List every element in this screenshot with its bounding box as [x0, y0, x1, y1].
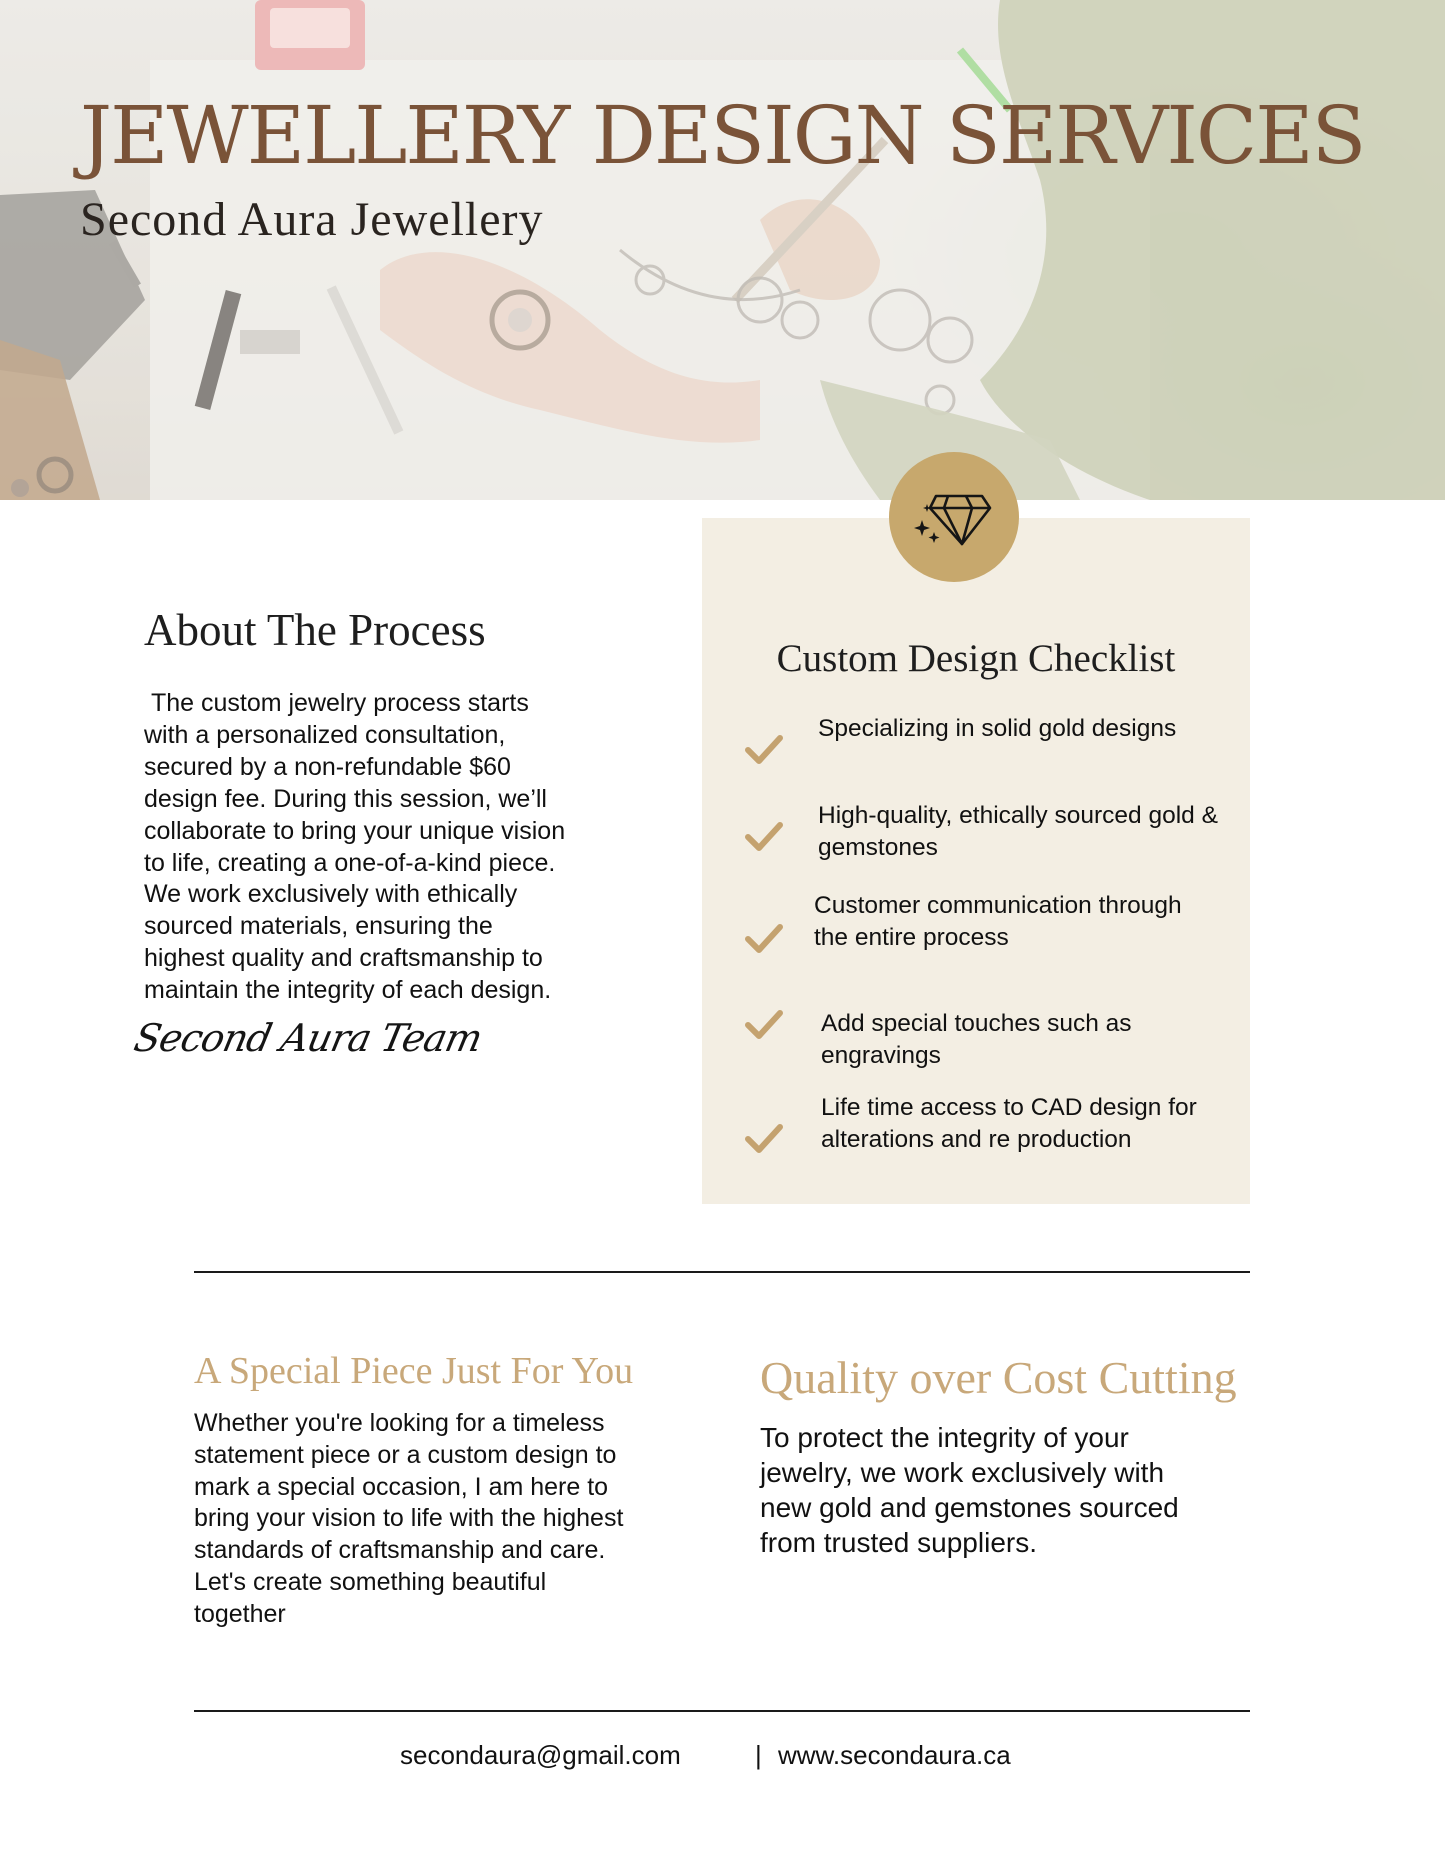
checklist-panel [702, 518, 1250, 1204]
checklist-item-text: Add special touches such as engravings [821, 1010, 1132, 1069]
checklist-item-text: Life time access to CAD design for alterations and re production [821, 1094, 1197, 1153]
checkmark-icon [744, 820, 784, 854]
checkmark-icon [744, 1008, 784, 1042]
signature: Second Aura Team [130, 1016, 486, 1060]
footer-divider [194, 1710, 1250, 1712]
special-body: Whether you're looking for a timeless statement piece or a custom design to mark a special occasion, I am here to bring your vision to life with the highest standards of craftsmanship and care. Let's create something beautiful together [194, 1409, 624, 1628]
hero-title: JEWELLERY DESIGN SERVICES [80, 89, 1365, 182]
quality-body: To protect the integrity of your jewelry, we work exclusively with new gold and gemstones sourced from trusted suppliers. [760, 1422, 1179, 1558]
checklist-item-text: Customer communication through the entire process [814, 892, 1182, 951]
diamond-badge [889, 452, 1019, 582]
checkmark-icon [744, 733, 784, 767]
footer-separator: | [755, 1740, 762, 1770]
hero-subtitle: Second Aura Jewellery [80, 193, 544, 246]
section-divider [194, 1271, 1250, 1273]
special-heading: A Special Piece Just For You [194, 1350, 634, 1392]
checkmark-icon [744, 1122, 784, 1156]
footer-website-link[interactable]: www.secondaura.ca [778, 1740, 1011, 1770]
quality-heading: Quality over Cost Cutting [760, 1352, 1237, 1403]
hero-photo [0, 0, 1445, 500]
checkmark-icon [744, 922, 784, 956]
about-body: The custom jewelry process starts with a personalized consultation, secured by a non-refundable $60 design fee. During this session, we’ll collaborate to bring your unique vision to life, creating a one-of-a-kind piece. We work exclusively with ethically sourced materials, ensuring the highest quality and craftsmanship to maintain the integrity of each design. [144, 689, 566, 1005]
checklist-item-text: Specializing in solid gold designs [818, 715, 1177, 742]
diamond-sparkle-icon [914, 482, 994, 552]
about-heading: About The Process [144, 605, 486, 655]
footer-email-link[interactable]: secondaura@gmail.com [400, 1740, 681, 1770]
hero-banner [0, 0, 1445, 500]
checklist-heading: Custom Design Checklist [776, 637, 1176, 680]
checklist-item-text: High-quality, ethically sourced gold & gemstones [818, 802, 1218, 861]
